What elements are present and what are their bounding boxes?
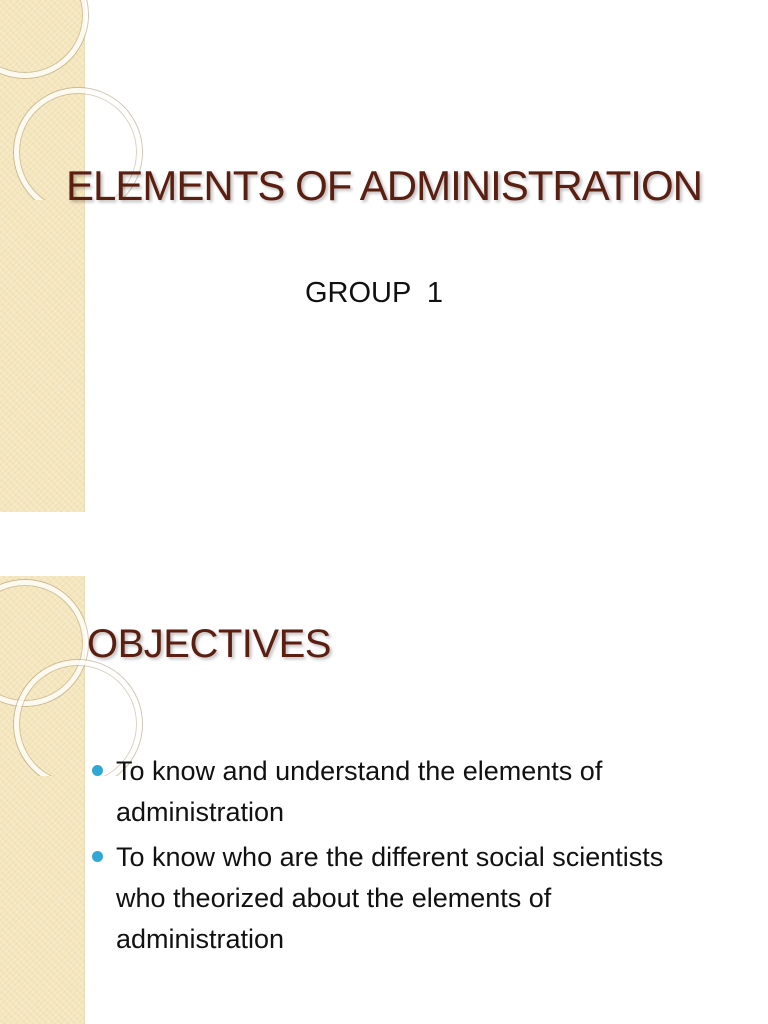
slide-title: OBJECTIVES xyxy=(87,622,331,666)
list-item xyxy=(92,751,712,833)
slide-title: ELEMENTS OF ADMINISTRATION xyxy=(66,162,702,209)
bullet-list xyxy=(92,751,712,964)
bullet-text: To know and understand the elements of administration xyxy=(116,756,603,827)
bullet-icon xyxy=(92,765,103,776)
slide-subtitle: GROUP 1 xyxy=(305,277,444,309)
decorative-rings xyxy=(0,576,160,776)
bullet-icon xyxy=(92,851,103,862)
slide-2 xyxy=(0,576,768,1024)
list-item xyxy=(92,837,712,960)
bullet-text: To know who are the different social scientists who theorized about the elements of administration xyxy=(116,842,664,954)
ring-decoration xyxy=(0,0,88,78)
